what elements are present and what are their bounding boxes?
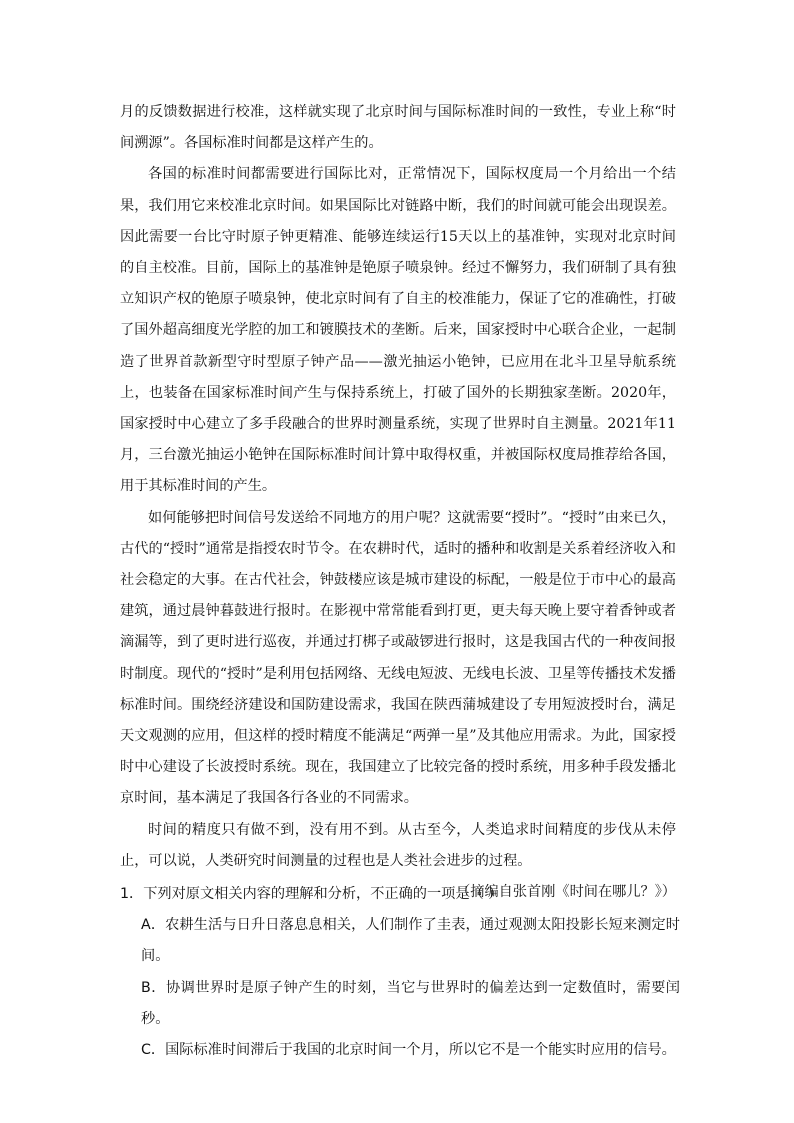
option-a: A．农耕生活与日升日落息息相关，人们制作了圭表，通过观测太阳投影长短来测定时间。 — [141, 917, 680, 965]
passage-paragraph-4: 时间的精度只有做不到，没有用不到。从古至今，人类追求时间精度的步伐从未停止，可以说，人类研究时间测量的过程也是人类社会进步的过程。 — [120, 821, 676, 869]
passage-source: （摘编自张首刚《时间在哪儿？》） — [456, 884, 676, 901]
option-b: B．协调世界时是原子钟产生的时刻，当它与世界时的偏差达到一定数值时，需要闰秒。 — [141, 979, 680, 1027]
option-c: C．国际标准时间滞后于我国的北京时间一个月，所以它不是一个能实时应用的信号。 — [141, 1042, 676, 1059]
question-stem: 1．下列对原文相关内容的理解和分析，不正确的一项是（ ） — [120, 886, 503, 902]
passage-paragraph-1: 月的反馈数据进行校准，这样就实现了北京时间与国际标准时间的一致性，专业上称“时间溯源”。各国标准时间都是这样产生的。 — [120, 104, 676, 152]
passage-paragraph-2: 各国的标准时间都需要进行国际比对，正常情况下，国际权度局一个月给出一个结果，我们用它来校准北京时间。如果国际比对链路中断，我们的时间就可能会出现误差。因此需要一台比守时原子钟更精准、能够连续运行15天以上的基准钟，实现对北京时间的自主校准。目前，国际上的基准钟是铯原子喷泉钟。经过不懈努力，我们研制了具有独立知识产权的铯原子喷泉钟，使北京时间有了自主的校准能力，保证了它的准确性，打破了国外超高细度光学腔的加工和镀膜技术的垄断。后来，国家授时中心联合企业，一起制造了世界首款新型守时型原子钟产品——激光抽运小铯钟，已应用在北斗卫星导航系统上，也装备在国家标准时间产生与保持系统上，打破了国外的长期独家垄断。2020年，国家授时中心建立了多手段融合的世界时测量系统，实现了世界时自主测量。2021年11月，三台激光抽运小铯钟在国际标准时间计算中取得权重，并被国际权度局推荐给各国，用于其标准时间的产生。 — [120, 166, 676, 495]
reading-passage — [120, 97, 676, 908]
question-1 — [120, 879, 680, 1066]
passage-paragraph-3: 如何能够把时间信号发送给不同地方的用户呢？这就需要“授时”。“授时”由来已久，古代的“授时”通常是指授农时节令。在农耕时代，适时的播种和收割是关系着经济收入和社会稳定的大事。在古代社会，钟鼓楼应该是城市建设的标配，一般是位于市中心的最高建筑，通过晨钟暮鼓进行报时。在影视中常常能看到打更，更夫每天晚上要守着香钟或者滴漏等，到了更时进行巡夜，并通过打梆子或敲锣进行报时，这是我国古代的一种夜间报时制度。现代的“授时”是利用包括网络、无线电短波、无线电长波、卫星等传播技术发播标准时间。围绕经济建设和国防建设需求，我国在陕西蒲城建设了专用短波授时台，满足天文观测的应用，但这样的授时精度不能满足“两弹一星”及其他应用需求。为此，国家授时中心建设了长波授时系统。现在，我国建立了比较完备的授时系统，用多种手段发播北京时间，基本满足了我国各行各业的不同需求。 — [120, 509, 676, 807]
